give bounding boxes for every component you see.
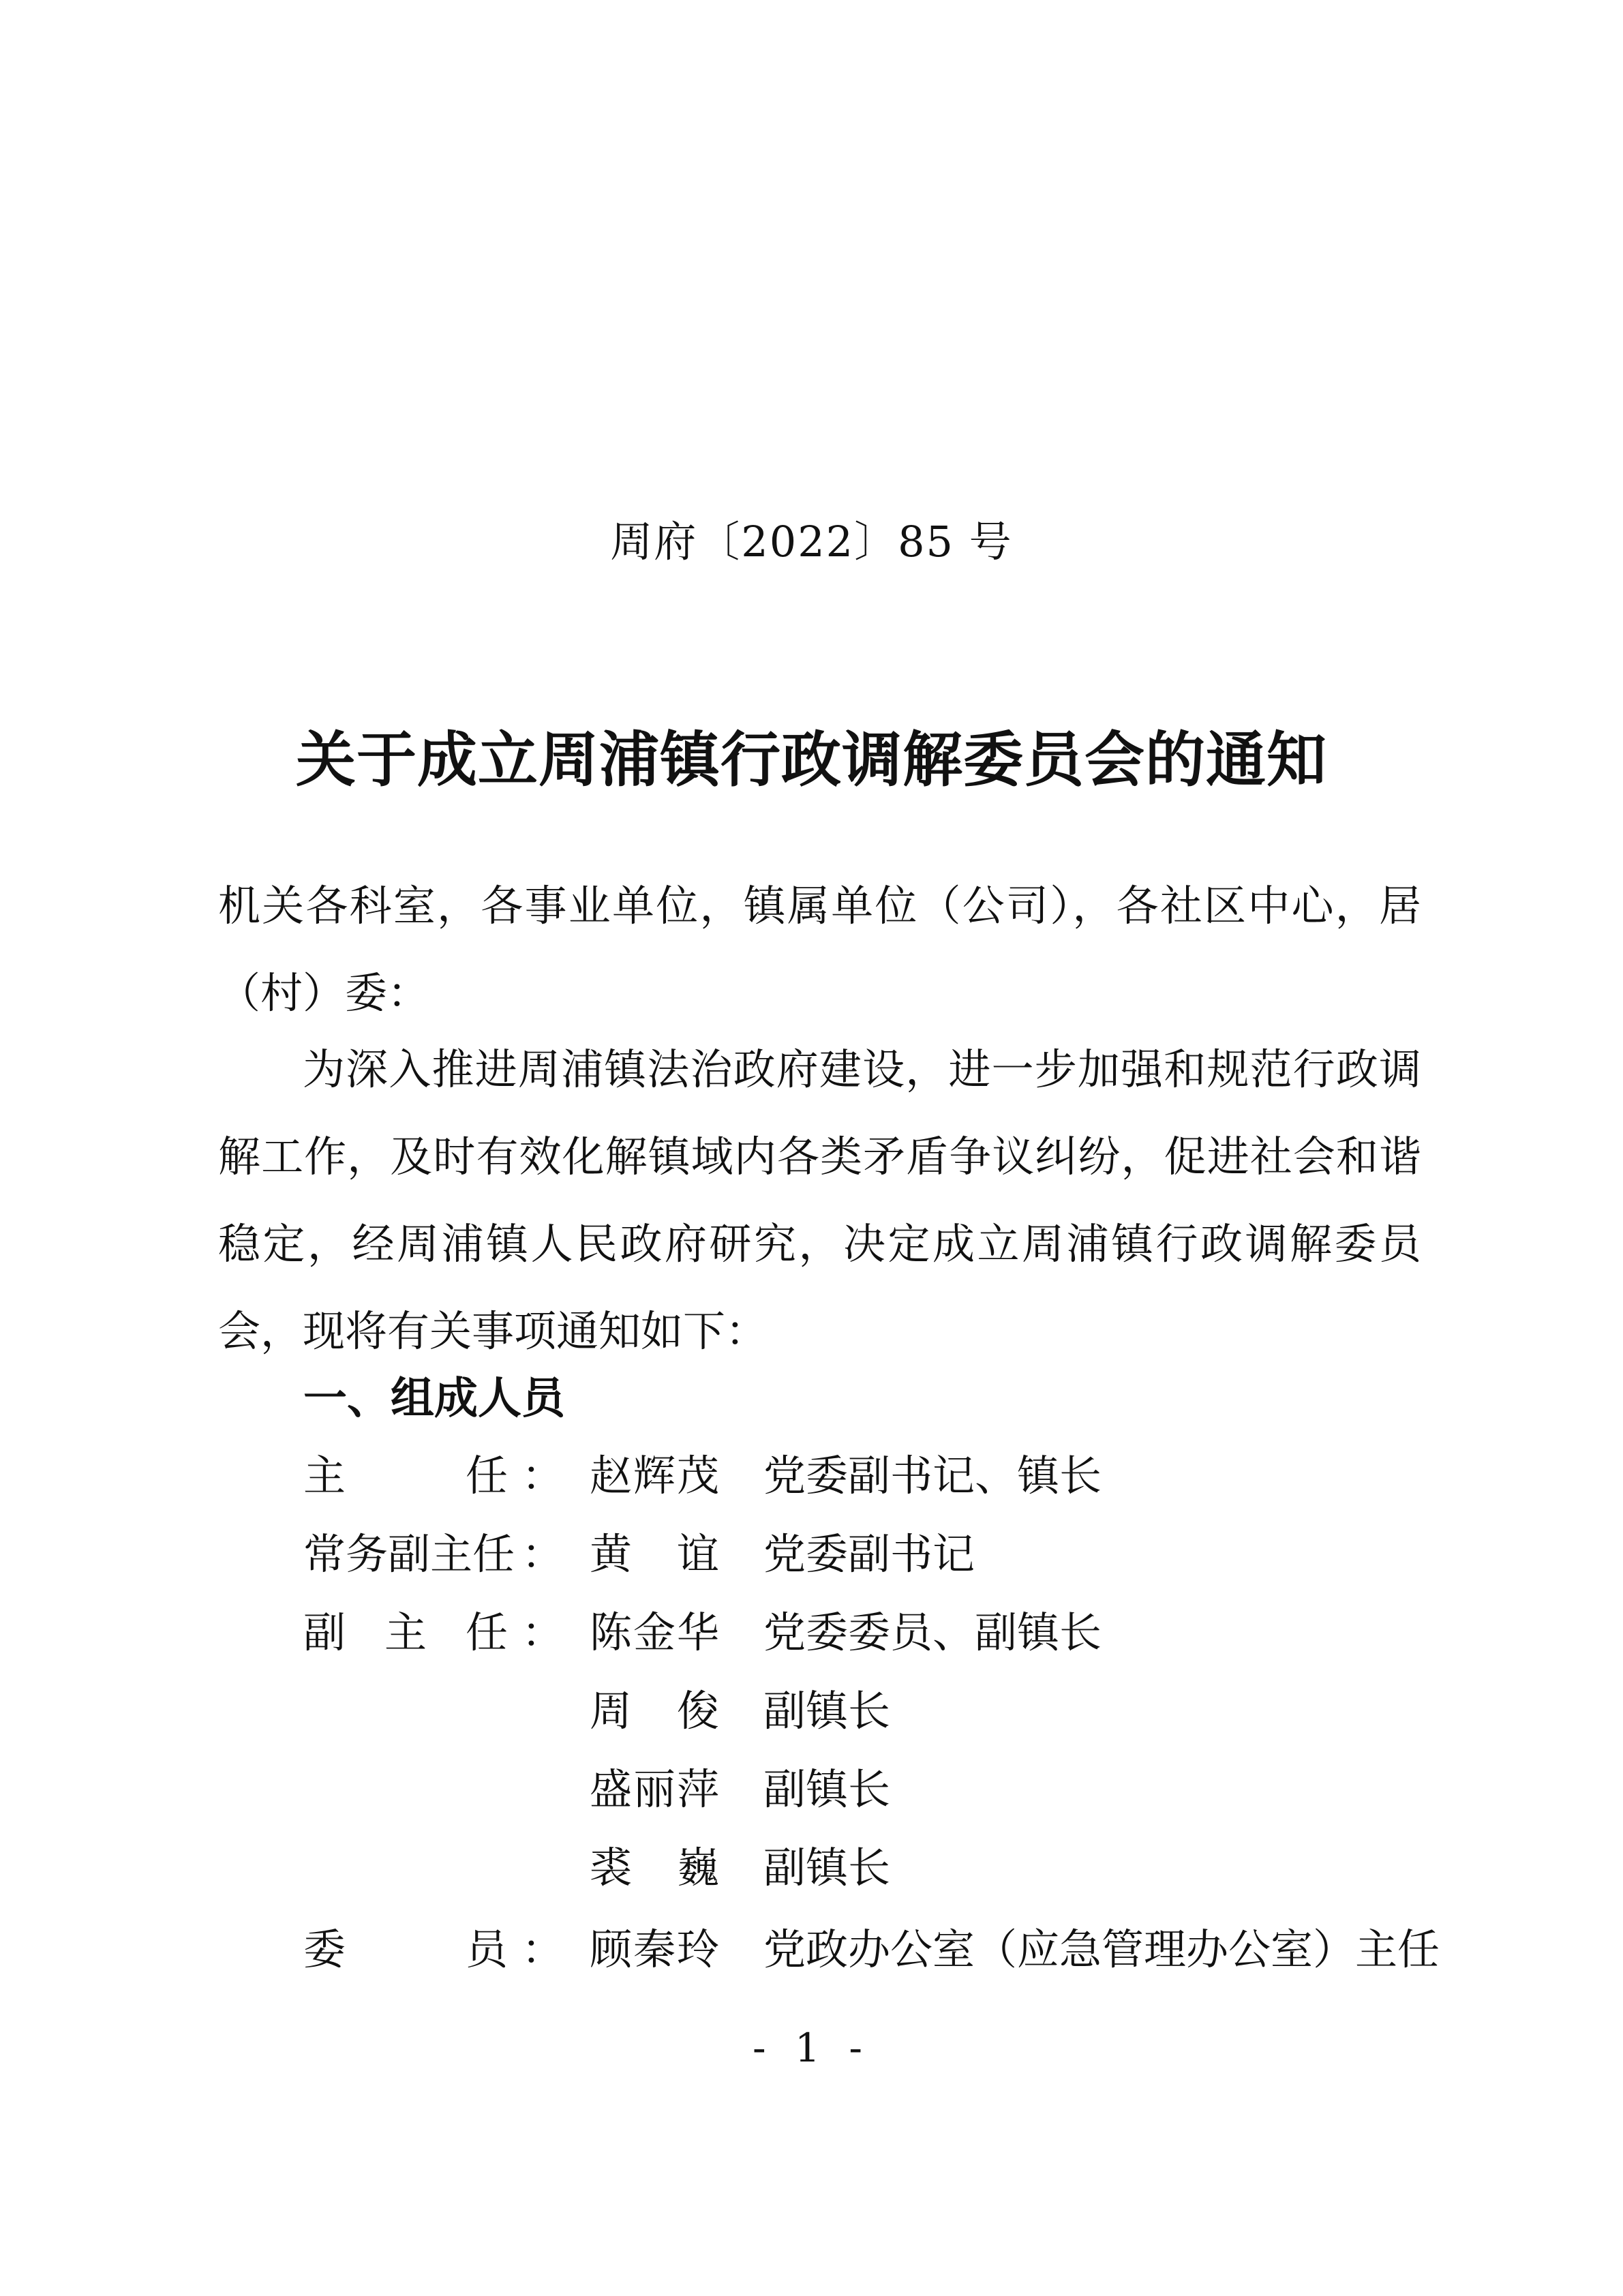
member-title: 党委副书记、镇长 (763, 1451, 1102, 1500)
member-title: 党委委员、副镇长 (763, 1607, 1102, 1657)
document-number: 周府〔2022〕85 号 (610, 517, 1013, 567)
member-role: 常 务 副 主 任 (303, 1529, 515, 1579)
member-name: 周 俊 (590, 1686, 719, 1736)
member-name: 黄 谊 (590, 1529, 719, 1579)
member-name: 陈 金 华 (590, 1607, 719, 1657)
member-title: 党委副书记 (763, 1529, 975, 1579)
member-title: 党政办公室（应急管理办公室）主任 (763, 1924, 1440, 1974)
member-title: 副镇长 (763, 1686, 891, 1736)
member-title: 副镇长 (763, 1843, 891, 1892)
body-paragraph: 为深入推进周浦镇法治政府建设，进一步加强和规范行政调解工作，及时有效化解镇域内各类矛盾争议纠纷，促进社会和谐稳定，经周浦镇人民政府研究，决定成立周浦镇行政调解委员会，现将有关事项通知如下： (218, 1044, 1421, 1356)
member-colon: ： (521, 1451, 564, 1500)
member-colon: ： (521, 1529, 564, 1579)
member-role: 主 任 (303, 1451, 508, 1500)
section-heading: 一、组成人员 (303, 1374, 565, 1424)
document-title: 关于成立周浦镇行政调解委员会的通知 (295, 725, 1327, 795)
member-name: 裘 巍 (590, 1843, 719, 1892)
member-role: 副 主 任 (303, 1607, 508, 1657)
member-colon: ： (521, 1924, 564, 1974)
member-colon: ： (521, 1607, 564, 1657)
member-name: 盛 丽 萍 (590, 1764, 719, 1814)
member-role: 委 员 (303, 1924, 508, 1974)
page-number: - 1 - (753, 2025, 870, 2071)
member-title: 副镇长 (763, 1764, 891, 1814)
member-name: 顾 秦 玲 (590, 1924, 719, 1974)
recipients-line: 机关各科室，各事业单位，镇属单位（公司），各社区中心，居（村）委： (218, 881, 1421, 1018)
member-name: 赵 辉 茂 (590, 1451, 719, 1500)
